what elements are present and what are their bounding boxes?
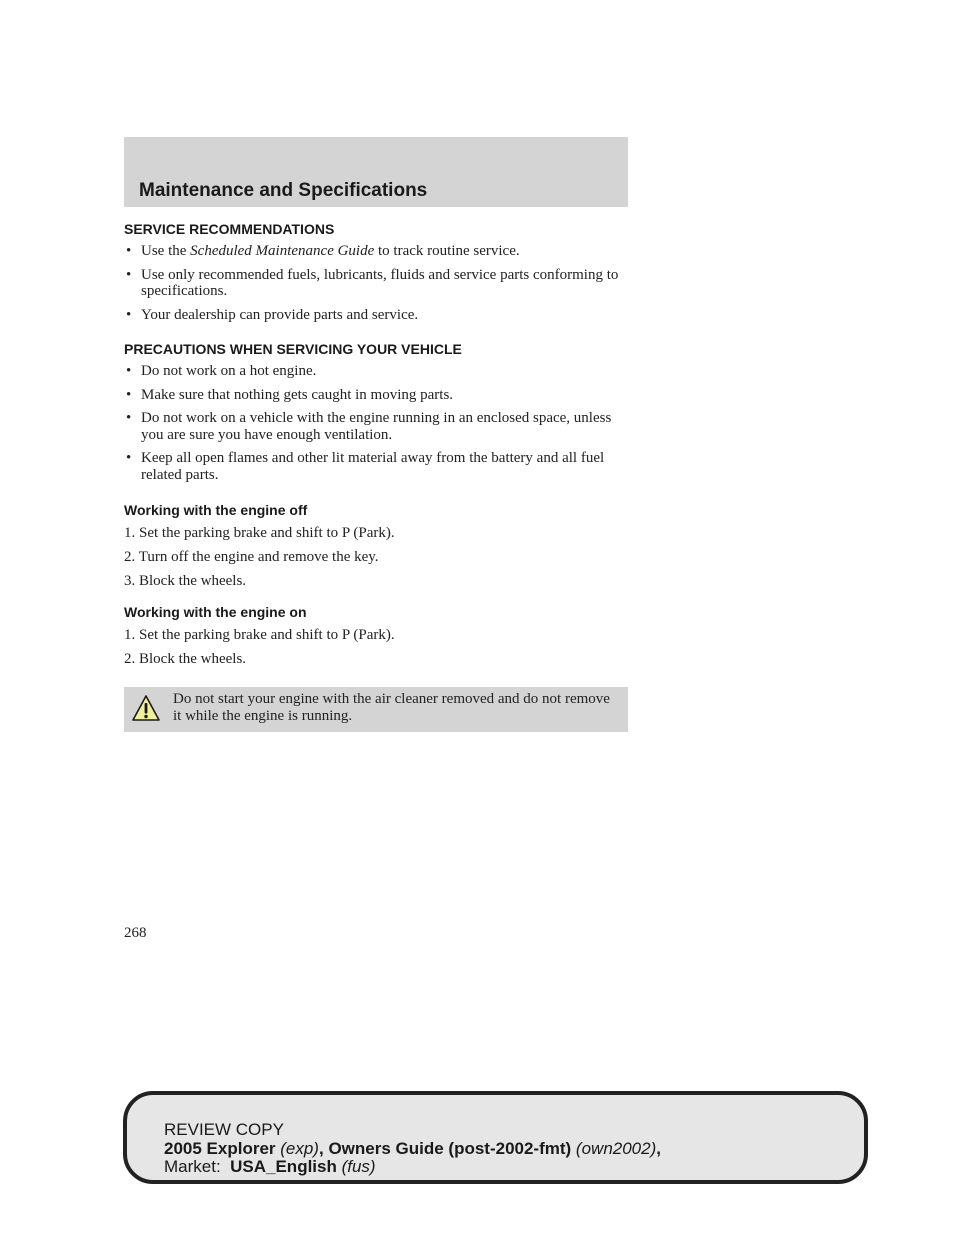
main-content: [124, 220, 628, 675]
service-recommendations-list: [124, 243, 628, 323]
warning-triangle-icon: [131, 694, 161, 722]
page-number: 268: [124, 925, 147, 941]
guide-title: Scheduled Maintenance Guide: [190, 243, 375, 259]
list-item: • Make sure that nothing gets caught in moving parts.: [124, 387, 628, 404]
list-item: • Keep all open flames and other lit material away from the battery and all fuel related parts.: [124, 450, 628, 483]
engine-on-heading: Working with the engine on: [124, 604, 307, 620]
document-info-line: 2005 Explorer (exp), Owners Guide (post-2002-fmt) (own2002),: [164, 1138, 661, 1158]
review-copy-label: REVIEW COPY: [164, 1120, 284, 1139]
list-item: 2. Block the wheels.: [124, 651, 247, 667]
warning-text: Do not start your engine with the air cleaner removed and do not remove it while the engine is running.: [173, 691, 610, 724]
precautions-heading: PRECAUTIONS WHEN SERVICING YOUR VEHICLE: [124, 341, 462, 357]
list-item: • Use the Scheduled Maintenance Guide to track routine service.: [124, 243, 628, 260]
list-item: 3. Block the wheels.: [124, 573, 247, 589]
page-title: Maintenance and Specifications: [139, 180, 428, 201]
engine-off-heading: Working with the engine off: [124, 502, 308, 518]
section-header-band: [124, 137, 628, 207]
list-item: • Your dealership can provide parts and service.: [124, 307, 628, 324]
list-item: • Do not work on a hot engine.: [124, 363, 628, 380]
review-copy-box: [123, 1091, 868, 1184]
list-item: 1. Set the parking brake and shift to P (Park).: [124, 525, 395, 541]
market-line: Market: USA_English (fus): [164, 1157, 376, 1176]
review-copy-text: [164, 1121, 661, 1177]
list-item: • Do not work on a vehicle with the engine running in an enclosed space, unless you are sure you have enough ventilation.: [124, 410, 628, 443]
list-item: 2. Turn off the engine and remove the key.: [124, 549, 379, 565]
warning-box: [124, 687, 628, 732]
list-item: • Use only recommended fuels, lubricants, fluids and service parts conforming to specifications.: [124, 267, 628, 300]
engine-on-steps: [124, 627, 628, 668]
engine-off-steps: [124, 525, 628, 590]
list-item: 1. Set the parking brake and shift to P (Park).: [124, 627, 395, 643]
precautions-list: [124, 363, 628, 483]
service-recommendations-heading: SERVICE RECOMMENDATIONS: [124, 221, 335, 237]
